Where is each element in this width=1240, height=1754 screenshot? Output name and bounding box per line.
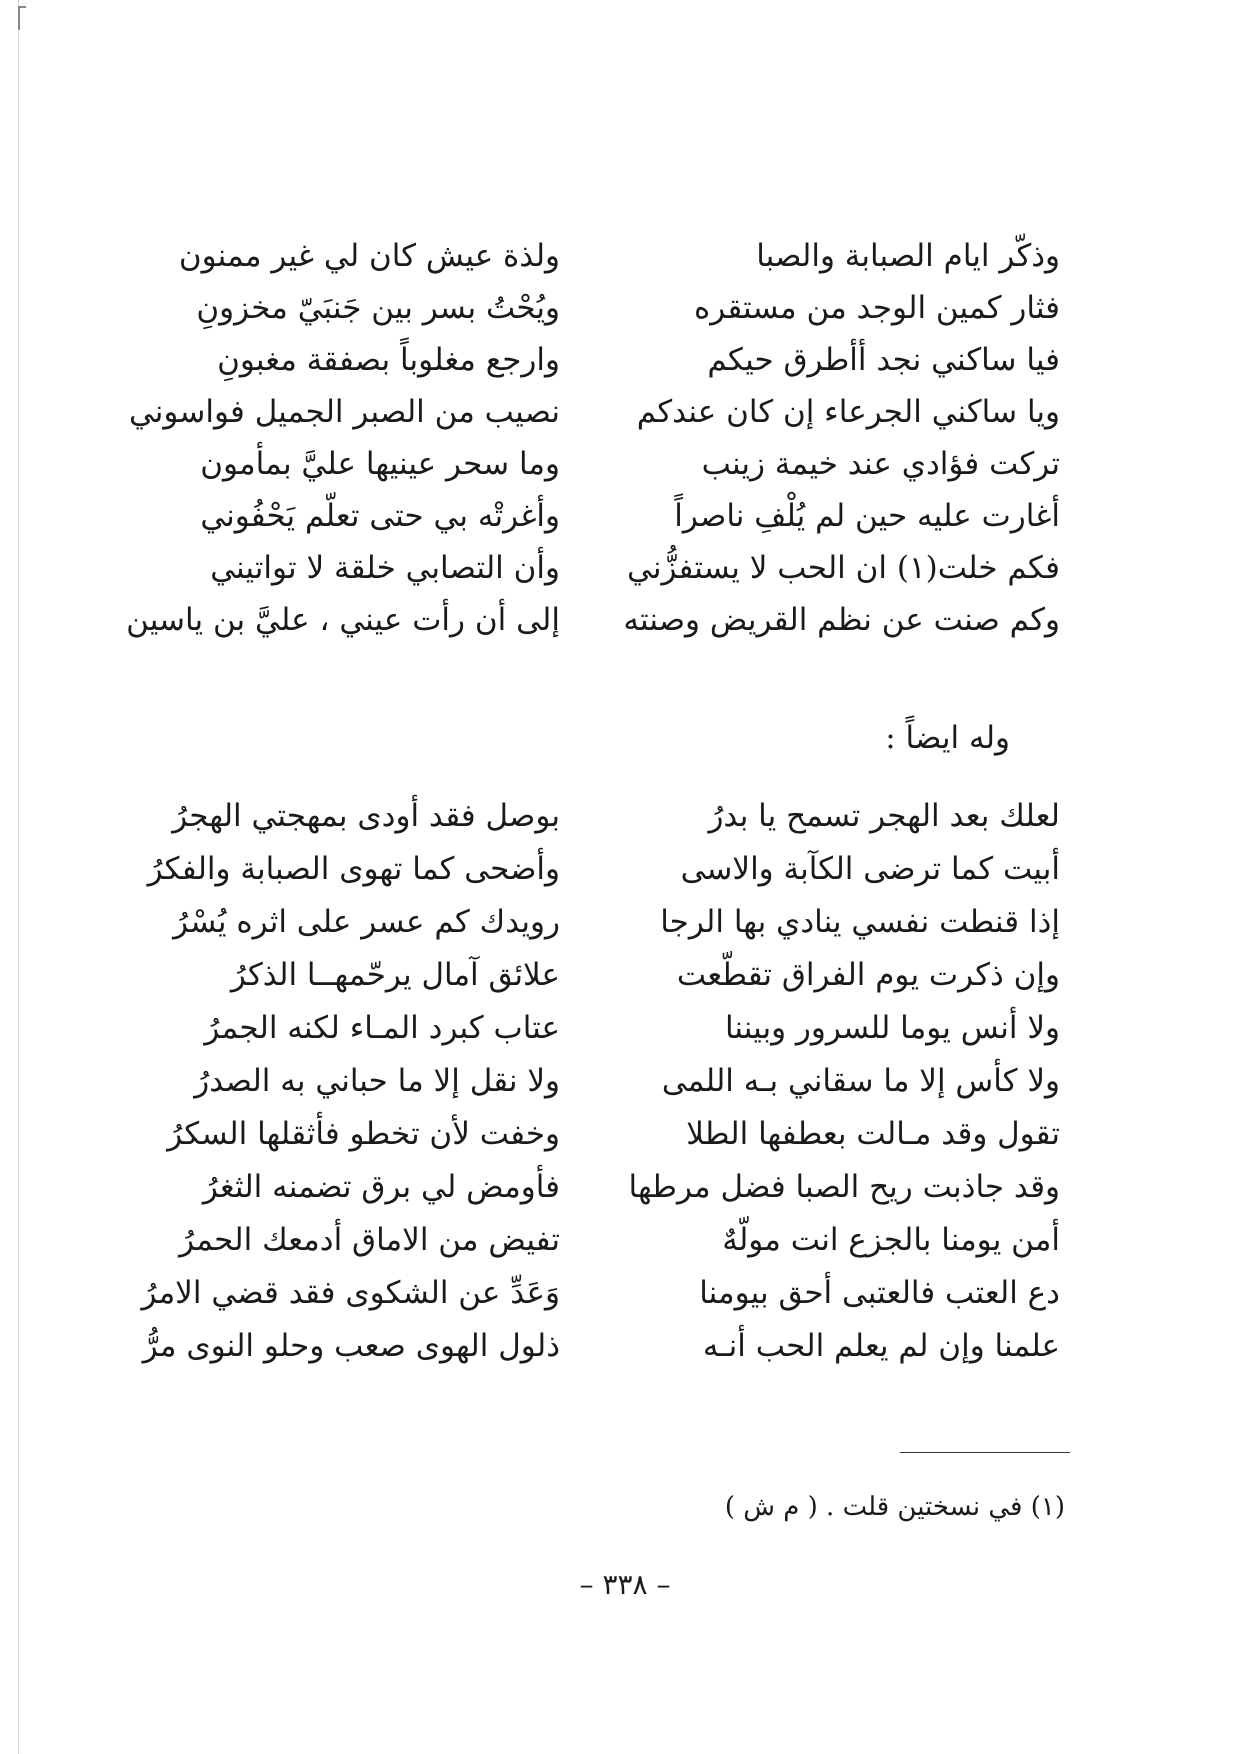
verse-line: فكم خلت(١) ان الحب لا يستفزُّني (626, 550, 1060, 586)
verse-line: فأومض لي برق تضمنه الثغرُ (202, 1169, 560, 1205)
scan-corner-mark (18, 6, 26, 30)
verse-line: فيا ساكني نجد أأطرق حيكم (707, 342, 1060, 378)
verse-line: نصيب من الصبر الجميل فواسوني (128, 394, 560, 430)
verse-line: وأن التصابي خلقة لا تواتيني (210, 550, 560, 586)
verse-line: ولذة عيش كان لي غير ممنون (178, 238, 560, 274)
verse-line: علمنا وإن لم يعلم الحب أنـه (702, 1328, 1060, 1364)
verse-line: وخفت لأن تخطو فأثقلها السكرُ (167, 1116, 560, 1152)
verse-line: إذا قنطت نفسي ينادي بها الرجا (660, 904, 1060, 940)
verse-line: وأغرتْه بي حتى تعلّم يَحْفُوني (200, 498, 560, 534)
verse-line: رويدك كم عسر على اثره يُسْرُ (173, 904, 560, 940)
verse-line: وَعَدِّ عن الشكوى فقد قضي الامرُ (141, 1275, 560, 1311)
verse-line: تفيض من الاماق أدمعك الحمرُ (179, 1222, 560, 1258)
verse-line: بوصل فقد أودى بمهجتي الهجرُ (172, 798, 560, 834)
verse-line: تقول وقد مـالت بعطفها الطلا (686, 1116, 1060, 1152)
poem1-left-column (126, 236, 560, 656)
verse-line: تركت فؤادي عند خيمة زينب (701, 446, 1060, 482)
verse-line: وارجع مغلوباً بصفقة مغبونِ (217, 342, 560, 378)
verse-line: ويُحْتُ بسر بين جَنبَيّ مخزونِ (196, 290, 560, 326)
verse-line: وذكّر ايام الصبابة والصبا (756, 238, 1060, 274)
verse-line: لعلك بعد الهجر تسمح يا بدرُ (708, 798, 1060, 834)
verse-line: وكم صنت عن نظم القريض وصنته (623, 602, 1060, 638)
verse-line: فثار كمين الوجد من مستقره (694, 290, 1060, 326)
poem2-left-column (141, 796, 560, 1396)
verse-line: إلى أن رأت عيني ، عليَّ بن ياسين (126, 602, 560, 638)
verse-line: عتاب كبرد المـاء لكنه الجمرُ (204, 1010, 560, 1046)
verse-line: أمن يومنا بالجزع انت مولّهٌ (722, 1222, 1060, 1258)
verse-line: دع العتب فالعتبى أحق بيومنا (699, 1275, 1060, 1311)
verse-line: وأضحى كما تهوى الصبابة والفكرُ (147, 851, 560, 887)
section-heading: وله ايضاً : (885, 720, 1010, 756)
footnote-divider (900, 1452, 1070, 1453)
verse-line: أغارت عليه حين لم يُلْفِ ناصراً (674, 498, 1060, 534)
verse-line: علائق آمال يرحّمهــا الذكرُ (230, 957, 560, 993)
verse-line: ويا ساكني الجرعاء إن كان عندكم (636, 394, 1060, 430)
verse-line: وما سحر عينيها عليَّ بمأمون (200, 446, 560, 482)
footnote: (١) في نسختين قلت . ( م ش ) (724, 1492, 1065, 1522)
scan-edge-marks (18, 0, 27, 1754)
poem1-right-column (623, 236, 1060, 656)
verse-line: ولا كأس إلا ما سقاني بـه اللمى (661, 1063, 1060, 1099)
verse-line: أبيت كما ترضى الكآبة والاسى (680, 851, 1060, 887)
verse-line: ذلول الهوى صعب وحلو النوى مرُّ (142, 1328, 560, 1364)
page-number: – ٣٣٨ – (579, 1568, 671, 1601)
verse-line: ولا أنس يوما للسرور وبيننا (724, 1010, 1060, 1046)
verse-line: وقد جاذبت ريح الصبا فضل مرطها (628, 1169, 1060, 1205)
verse-line: وإن ذكرت يوم الفراق تقطّعت (676, 957, 1060, 993)
poem2-right-column (628, 796, 1060, 1396)
verse-line: ولا نقل إلا ما حباني به الصدرُ (194, 1063, 560, 1099)
